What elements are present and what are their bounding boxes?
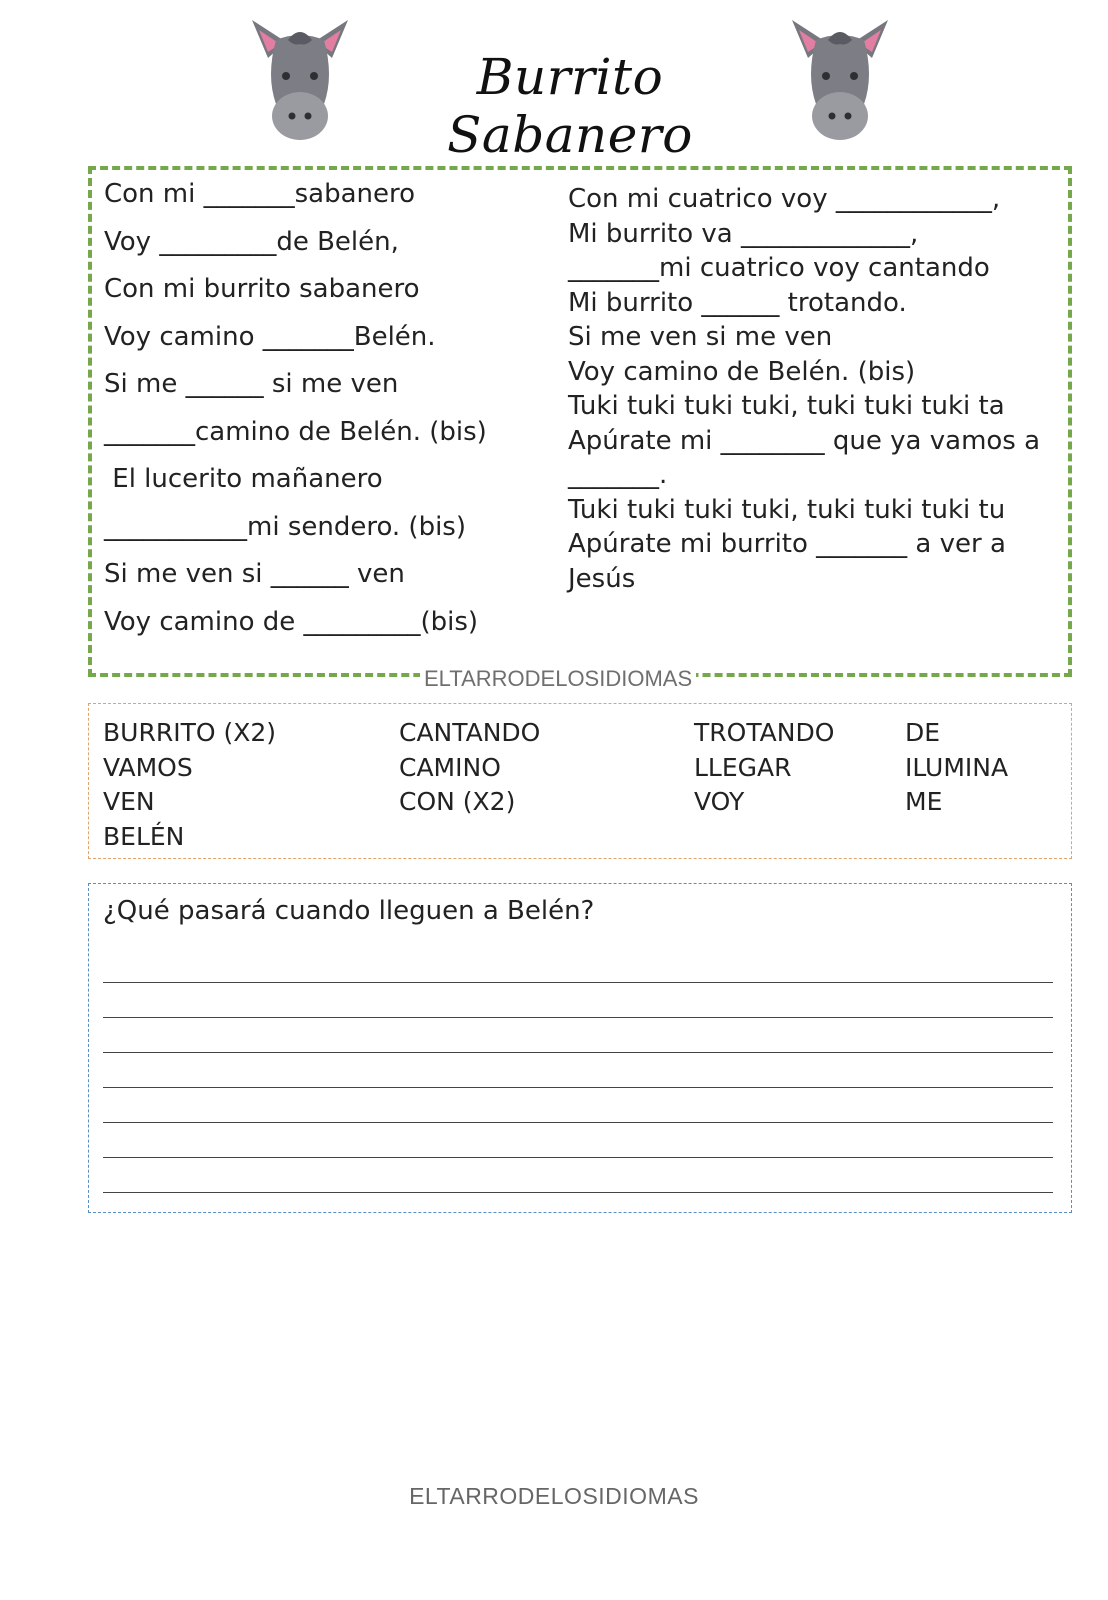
lyrics-left-column	[104, 174, 534, 649]
word-bank-item: BURRITO (X2)	[103, 718, 276, 747]
lyrics-box	[88, 166, 1072, 677]
lyric-line: Voy camino de Belén. (bis)	[568, 356, 916, 387]
word-bank-item: TROTANDO	[694, 718, 835, 747]
answer-line[interactable]	[103, 1087, 1053, 1088]
word-bank-item: CANTANDO	[399, 718, 541, 747]
word-bank-column	[905, 716, 1008, 820]
word-bank-box	[88, 703, 1072, 859]
answer-line[interactable]	[103, 1122, 1053, 1123]
page-title: Burrito Sabanero	[447, 48, 693, 164]
lyric-line: Apúrate mi ________ que ya vamos a _______.	[568, 425, 1041, 490]
word-bank-item: LLEGAR	[694, 752, 792, 782]
word-bank-item: VAMOS	[103, 752, 193, 782]
word-bank-item: ME	[905, 787, 943, 816]
lyric-line: Tuki tuki tuki tuki, tuki tuki tuki tu	[568, 494, 1006, 525]
lyric-line: Con mi burrito sabanero	[104, 274, 420, 304]
answer-line[interactable]	[103, 1052, 1053, 1053]
lyric-line: _______camino de Belén. (bis)	[104, 416, 487, 447]
donkey-icon	[790, 18, 890, 142]
lyric-line: Si me ______ si me ven	[104, 369, 399, 399]
lyric-line: Voy camino de _________(bis)	[104, 606, 479, 637]
lyric-line: El lucerito mañanero	[104, 464, 383, 494]
answer-line[interactable]	[103, 1192, 1053, 1193]
lyric-line: Voy _________de Belén,	[104, 226, 399, 257]
lyric-line: Apúrate mi burrito _______ a ver a Jesús	[568, 529, 1006, 594]
word-bank-column	[694, 716, 834, 820]
lyric-line: _______mi cuatrico voy cantando	[568, 253, 990, 283]
word-bank-item: ILUMINA	[905, 752, 1009, 782]
lyric-line: Si me ven si me ven	[568, 322, 833, 352]
lyric-line: Con mi cuatrico voy ____________,	[568, 184, 1001, 214]
question-box	[88, 883, 1072, 1213]
word-bank-item: VOY	[694, 787, 745, 816]
word-bank-item: CAMINO	[399, 752, 501, 782]
answer-line[interactable]	[103, 982, 1053, 983]
watermark: ELTARRODELOSIDIOMAS	[420, 666, 696, 692]
donkey-icon	[250, 18, 350, 142]
lyric-line: Con mi _______sabanero	[104, 179, 416, 209]
word-bank-item: DE	[905, 718, 941, 747]
word-bank-column	[399, 716, 540, 820]
word-bank-item: VEN	[103, 787, 155, 816]
lyric-line: Tuki tuki tuki tuki, tuki tuki tuki ta	[568, 391, 1005, 421]
answer-line[interactable]	[103, 1157, 1053, 1158]
lyric-line: Mi burrito va _____________,	[568, 218, 919, 249]
lyric-line: Mi burrito ______ trotando.	[568, 287, 907, 318]
answer-line[interactable]	[103, 1017, 1053, 1018]
word-bank-column	[103, 716, 276, 854]
footer-watermark: ELTARRODELOSIDIOMAS	[409, 1483, 699, 1509]
lyric-line: ___________mi sendero. (bis)	[104, 511, 466, 542]
lyric-line: Voy camino _______Belén.	[104, 321, 436, 352]
lyric-line: Si me ven si ______ ven	[104, 559, 405, 589]
word-bank-item: CON (X2)	[399, 787, 516, 816]
lyrics-right-column	[568, 182, 1068, 596]
word-bank-item: BELÉN	[103, 821, 185, 851]
question-text: ¿Qué pasará cuando lleguen a Belén?	[103, 896, 595, 926]
